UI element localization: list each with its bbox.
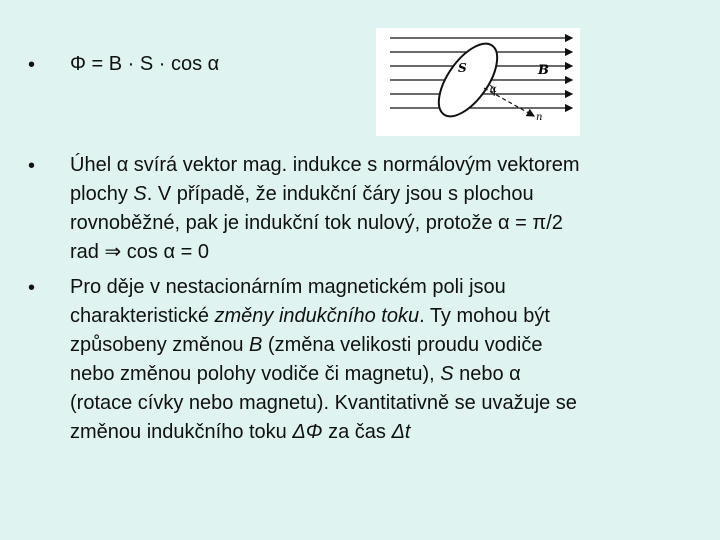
flux-formula: Φ = B · S · cos α	[70, 53, 220, 75]
p2-line6: změnou indukčního toku ΔΦ za čas Δt	[70, 421, 411, 443]
p2-line3: způsobeny změnou B (změna velikosti proudu vodiče	[70, 334, 543, 356]
p2-line1: Pro děje v nestacionárním magnetickém poli jsou	[70, 276, 506, 298]
flux-diagram-svg	[376, 28, 580, 136]
paragraph1-bullet: •	[28, 155, 36, 177]
p1-line3: rovnoběžné, pak je indukční tok nulový, protože α = π/2	[70, 212, 563, 234]
paragraph2-bullet: •	[28, 277, 36, 299]
p2-line4: nebo změnou polohy vodiče či magnetu), S nebo α	[70, 363, 521, 385]
p1-line4: rad ⇒ cos α = 0	[70, 241, 209, 263]
formula-bullet: •	[28, 54, 36, 76]
p1-line1: Úhel α svírá vektor mag. indukce s normálovým vektorem	[70, 154, 580, 176]
flux-diagram	[376, 28, 580, 136]
label-n: n	[536, 112, 543, 123]
p2-line2: charakteristické změny indukčního toku. Ty mohou být	[70, 305, 550, 327]
label-alpha: α	[490, 84, 497, 95]
label-b: B	[538, 63, 549, 78]
p1-line2: plochy S. V případě, že indukční čáry jsou s plochou	[70, 183, 534, 205]
p2-line5: (rotace cívky nebo magnetu). Kvantitativně se uvažuje se	[70, 392, 577, 414]
label-s: S	[458, 61, 467, 75]
